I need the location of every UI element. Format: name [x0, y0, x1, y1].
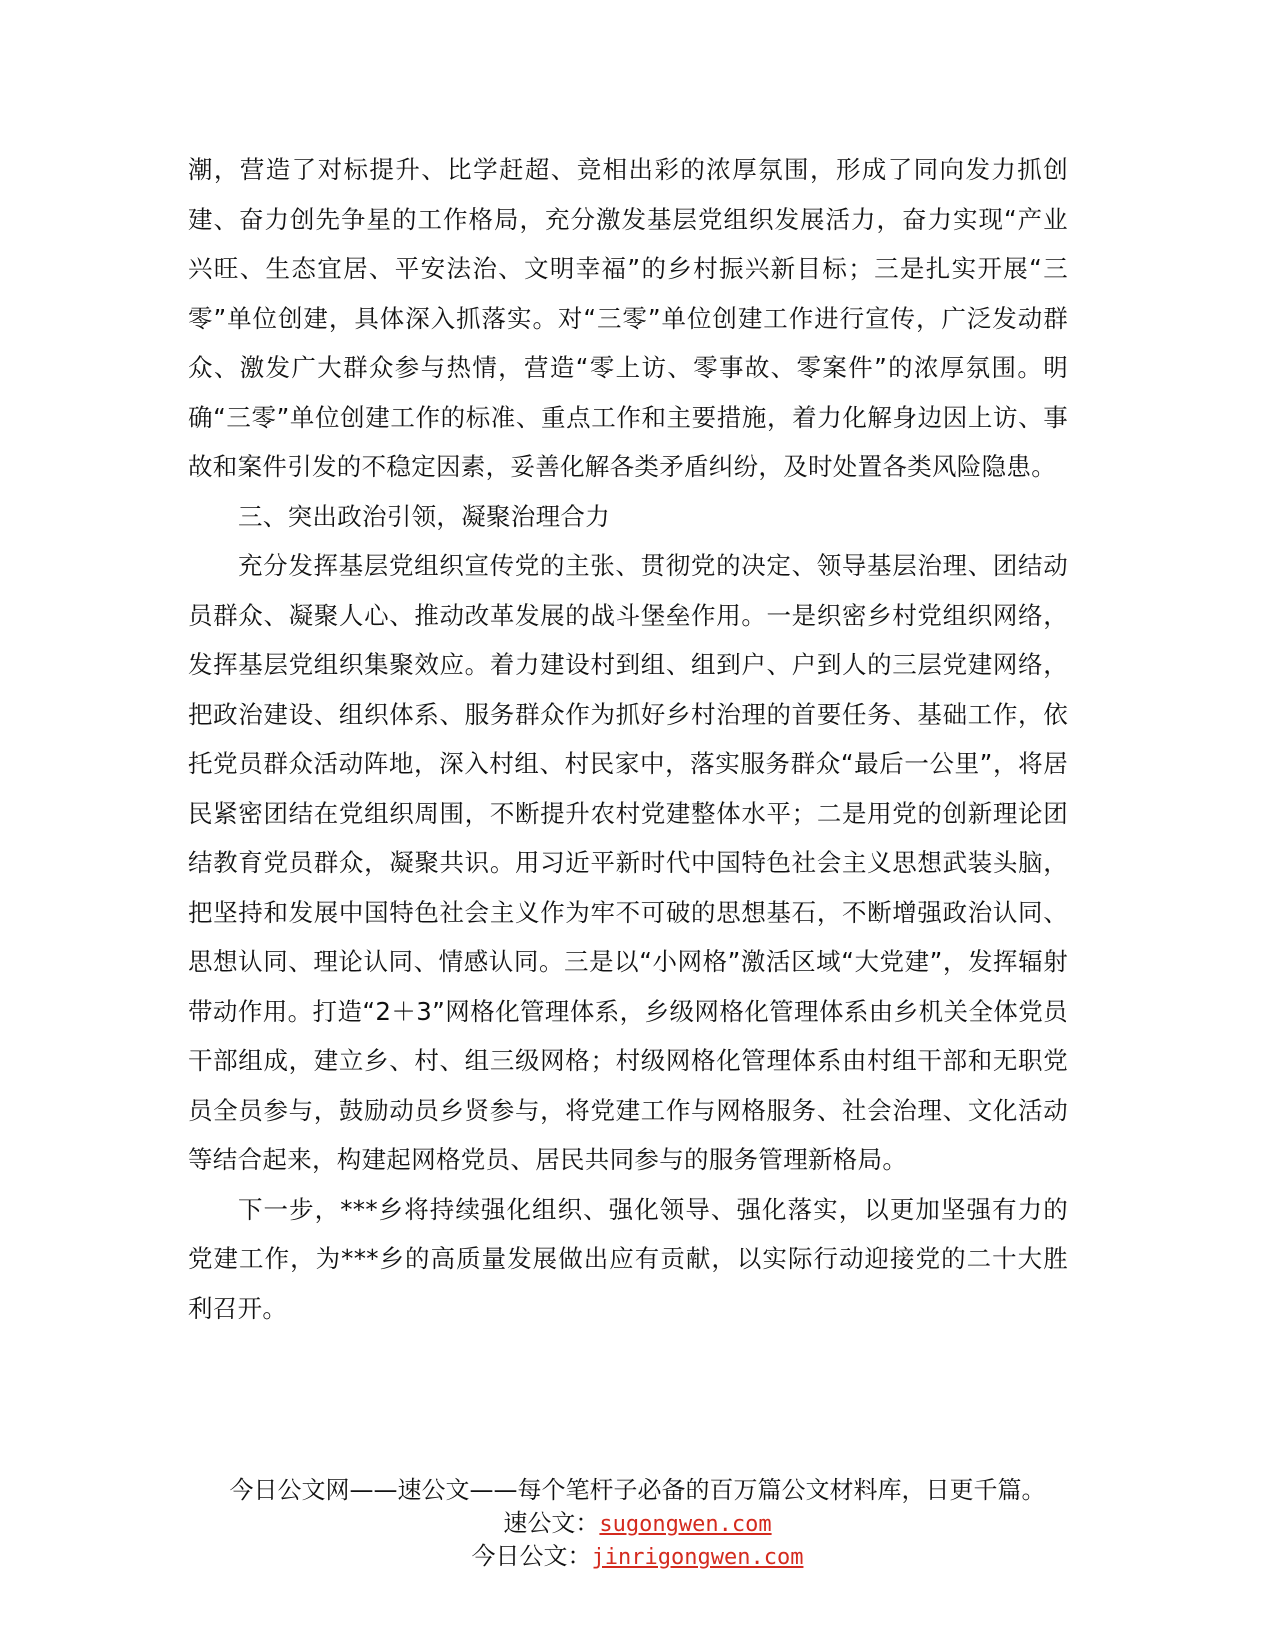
footer-label-jinrigongwen: 今日公文： [471, 1542, 592, 1570]
document-body [188, 145, 1068, 1333]
paragraph-section-three: 充分发挥基层党组织宣传党的主张、贯彻党的决定、领导基层治理、团结动员群众、凝聚人心、推动改革发展的战斗堡垒作用。一是织密乡村党组织网络，发挥基层党组织集聚效应。着力建设村到组、组到户、户到人的三层党建网络，把政治建设、组织体系、服务群众作为抓好乡村治理的首要任务、基础工作，依托党员群众活动阵地，深入村组、村民家中，落实服务群众“最后一公里”，将居民紧密团结在党组织周围，不断提升农村党建整体水平；二是用党的创新理论团结教育党员群众，凝聚共识。用习近平新时代中国特色社会主义思想武装头脑，把坚持和发展中国特色社会主义作为牢不可破的思想基石，不断增强政治认同、思想认同、理论认同、情感认同。三是以“小网格”激活区域“大党建”，发挥辐射带动作用。打造“2＋3”网格化管理体系，乡级网格化管理体系由乡机关全体党员干部组成，建立乡、村、组三级网格；村级网格化管理体系由村组干部和无职党员全员参与，鼓励动员乡贤参与，将党建工作与网格服务、社会治理、文化活动等结合起来，构建起网格党员、居民共同参与的服务管理新格局。 [188, 551, 1068, 1174]
paragraph-next-steps: 下一步，***乡将持续强化组织、强化领导、强化落实，以更加坚强有力的党建工作，为***乡的高质量发展做出应有贡献，以实际行动迎接党的二十大胜利召开。 [188, 1194, 1068, 1323]
footer-slogan: 今日公文网——速公文——每个笔杆子必备的百万篇公文材料库，日更千篇。 [229, 1476, 1046, 1504]
footer-line-sugongwen [0, 1507, 1275, 1541]
footer-line-jinrigongwen [0, 1540, 1275, 1574]
jinrigongwen-link[interactable]: jinrigongwen.com [591, 1545, 804, 1570]
paragraph-continuation: 潮，营造了对标提升、比学赶超、竞相出彩的浓厚氛围，形成了同向发力抓创建、奋力创先争星的工作格局，充分激发基层党组织发展活力，奋力实现“产业兴旺、生态宜居、平安法治、文明幸福”的乡村振兴新目标；三是扎实开展“三零”单位创建，具体深入抓落实。对“三零”单位创建工作进行宣传，广泛发动群众、激发广大群众参与热情，营造“零上访、零事故、零案件”的浓厚氛围。明确“三零”单位创建工作的标准、重点工作和主要措施，着力化解身边因上访、事故和案件引发的不稳定因素，妥善化解各类矛盾纠纷，及时处置各类风险隐患。 [188, 155, 1068, 481]
section-heading: 三、突出政治引领，凝聚治理合力 [238, 501, 610, 531]
footer-label-sugongwen: 速公文： [503, 1509, 600, 1537]
sugongwen-link[interactable]: sugongwen.com [599, 1512, 772, 1537]
